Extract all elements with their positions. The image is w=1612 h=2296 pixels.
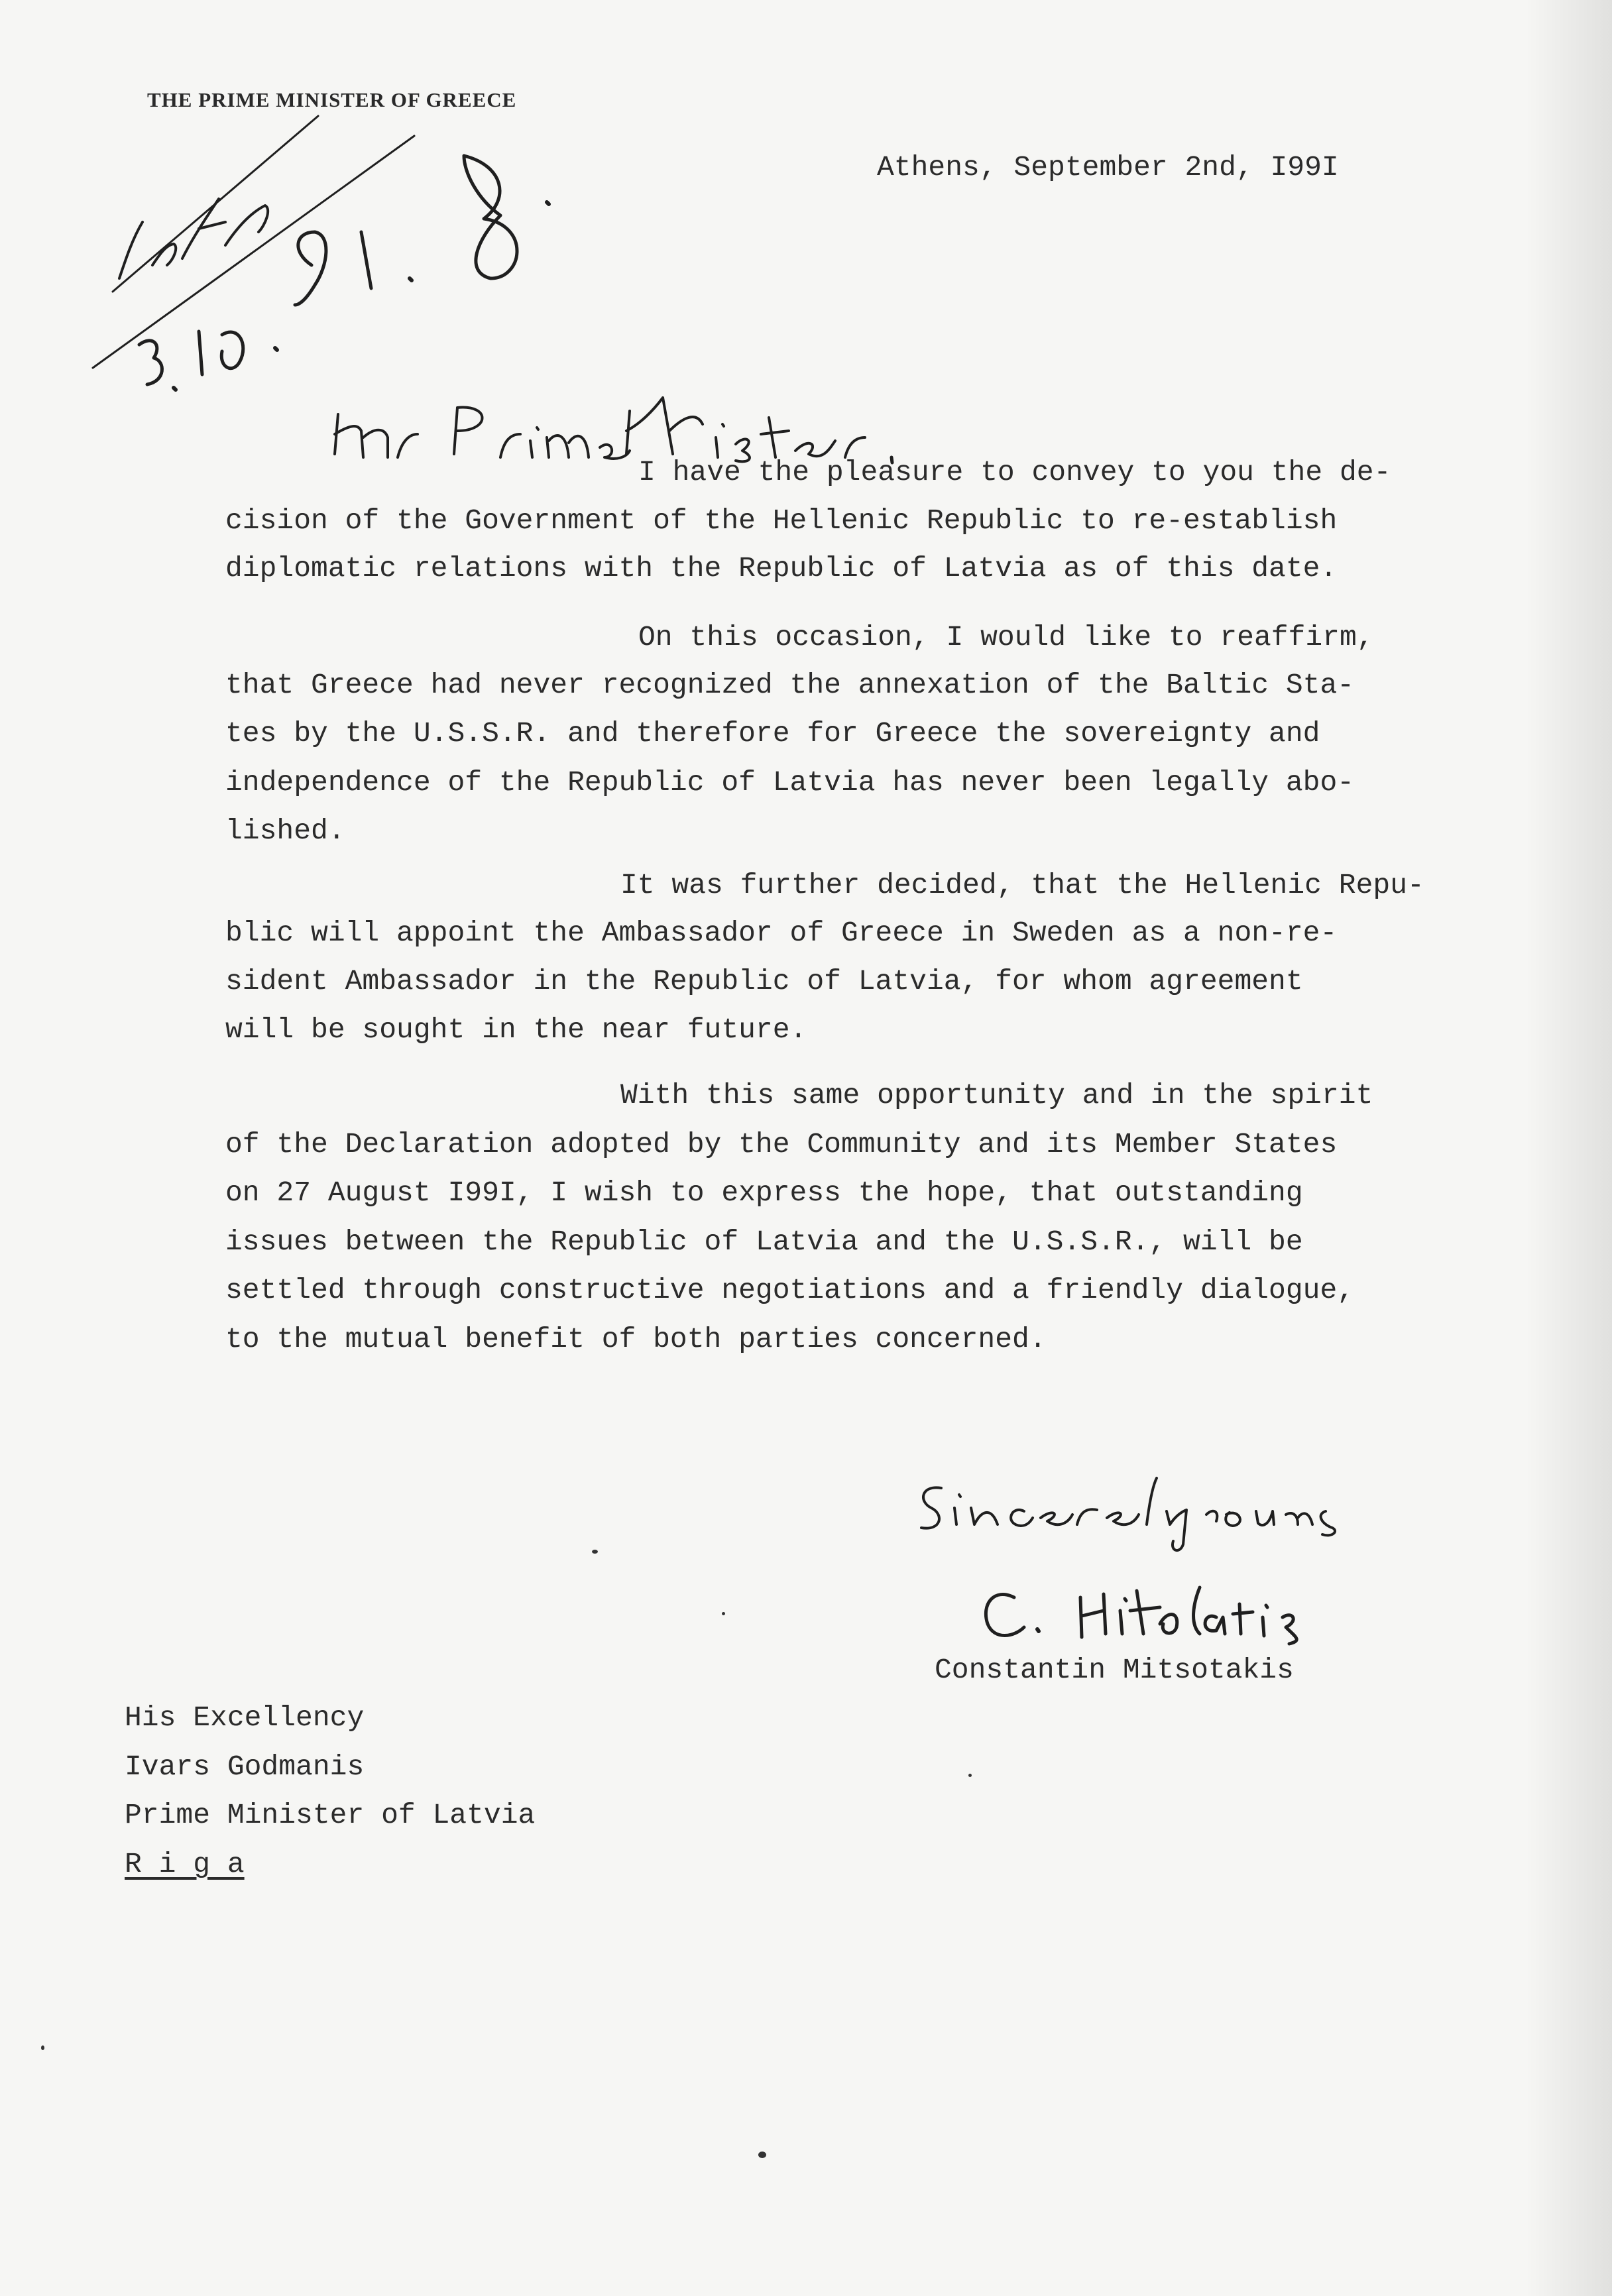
body-line: that Greece had never recognized the annexation of the Baltic Sta- — [225, 669, 1355, 701]
salutation-handwriting — [335, 398, 892, 463]
body-line: diplomatic relations with the Republic of Latvia as of this date. — [225, 552, 1338, 585]
body-line: issues between the Republic of Latvia and the U.S.S.R., will be — [225, 1226, 1303, 1258]
addressee-city: R i g a — [125, 1848, 245, 1880]
date-line: Athens, September 2nd, I99I — [877, 151, 1339, 184]
body-line: to the mutual benefit of both parties concerned. — [225, 1323, 1047, 1355]
body-line: will be sought in the near future. — [225, 1013, 807, 1046]
addressee-title: His Excellency — [125, 1701, 365, 1734]
closing-handwriting — [921, 1478, 1335, 1550]
body-line: of the Declaration adopted by the Community and its Member States — [225, 1128, 1338, 1161]
paper-speck — [41, 2045, 44, 2050]
body-line: With this same opportunity and in the spirit — [620, 1079, 1373, 1112]
body-line: It was further decided, that the Hellenic Repu- — [620, 869, 1424, 901]
body-line: settled through constructive negotiations and a friendly dialogue, — [225, 1274, 1355, 1306]
paper-speck — [722, 1612, 725, 1615]
addressee-position: Prime Minister of Latvia — [125, 1799, 536, 1831]
body-line: cision of the Government of the Hellenic Republic to re-establish — [225, 504, 1338, 537]
margin-note-handwriting — [93, 116, 549, 390]
body-line: tes by the U.S.S.R. and therefore for Greece the sovereignty and — [225, 717, 1320, 750]
body-line: independence of the Republic of Latvia has never been legally abo- — [225, 766, 1355, 799]
signatory-name: Constantin Mitsotakis — [935, 1654, 1294, 1686]
paper-speck — [968, 1774, 972, 1777]
body-line: blic will appoint the Ambassador of Greece in Sweden as a non-re- — [225, 917, 1338, 949]
body-line: lished. — [225, 815, 345, 847]
paper-edge-shadow — [1526, 0, 1612, 2296]
letterhead: THE PRIME MINISTER OF GREECE — [147, 88, 517, 111]
addressee-name: Ivars Godmanis — [125, 1751, 365, 1783]
body-line: sident Ambassador in the Republic of Latvia, for whom agreement — [225, 965, 1303, 998]
body-line: On this occasion, I would like to reaffirm, — [638, 621, 1374, 654]
paper-speck — [758, 2152, 766, 2158]
paper-speck — [592, 1550, 598, 1554]
body-line: on 27 August I99I, I wish to express the hope, that outstanding — [225, 1177, 1303, 1209]
body-line: I have the pleasure to convey to you the de- — [638, 456, 1391, 488]
signature-handwriting — [986, 1587, 1296, 1644]
